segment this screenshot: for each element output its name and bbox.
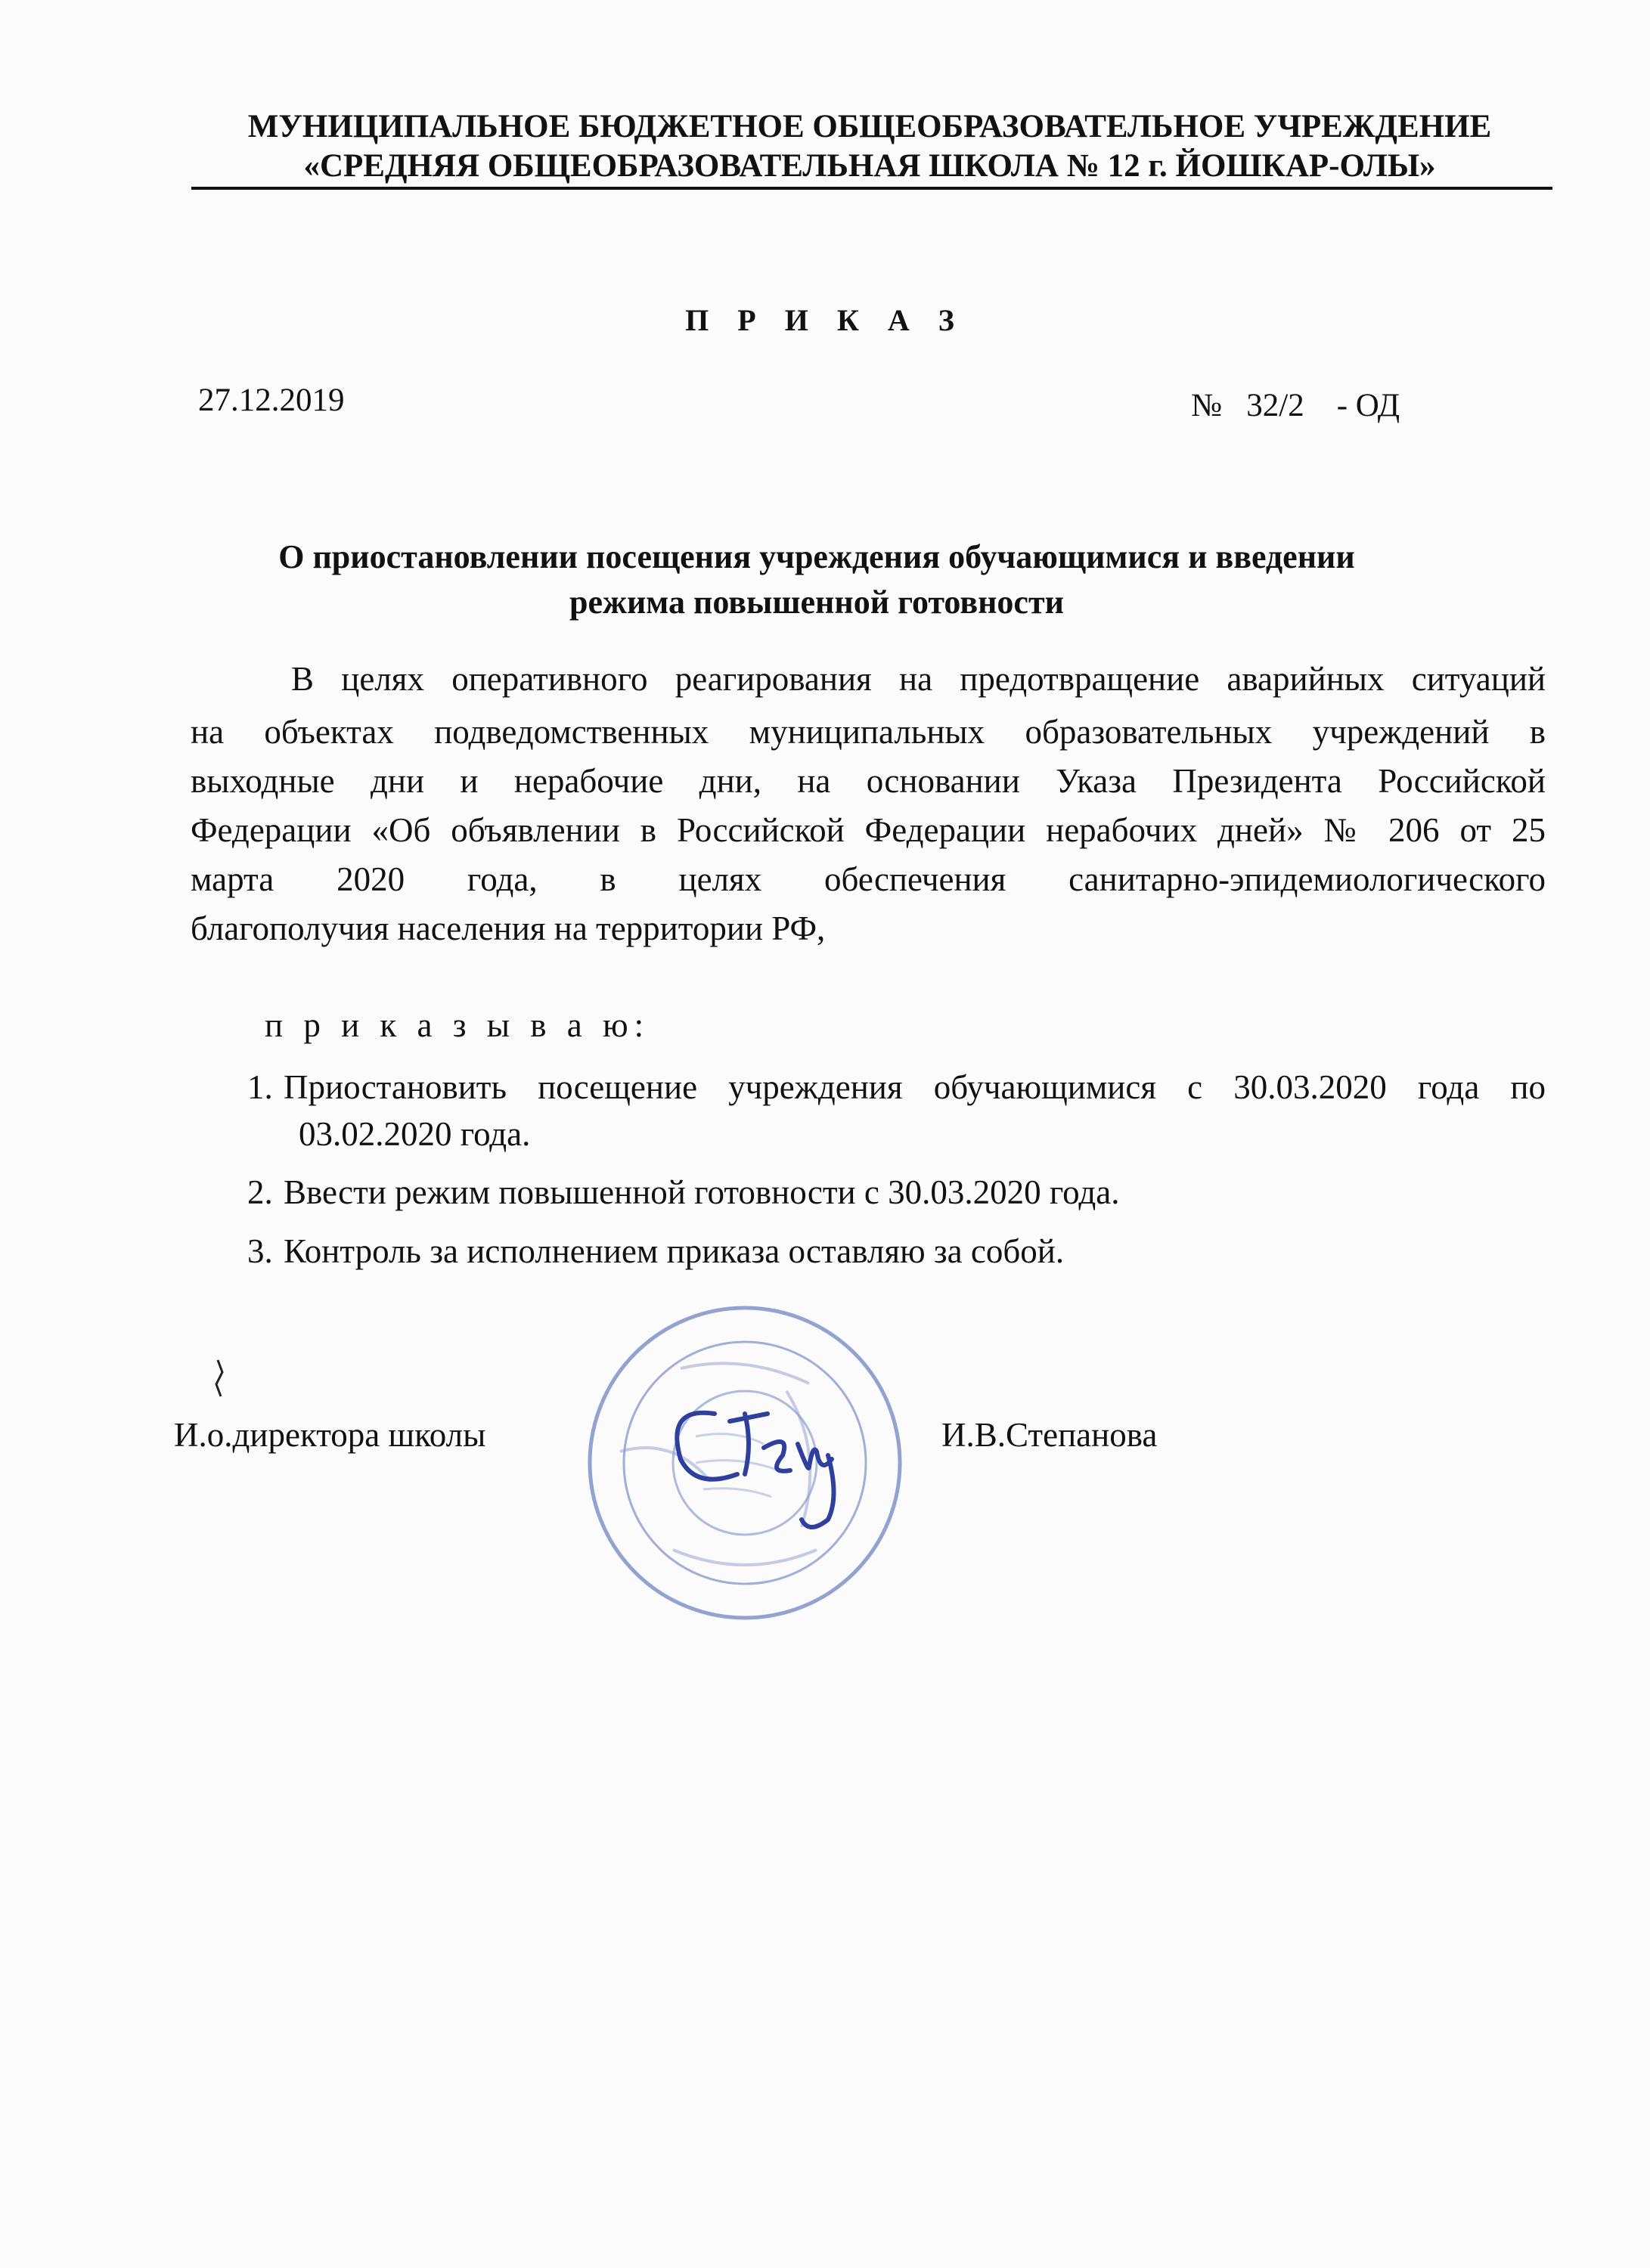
signatory-name: И.В.Степанова bbox=[941, 1416, 1158, 1454]
pen-mark bbox=[209, 1357, 231, 1402]
order-word: п р и к а з ы в а ю: bbox=[265, 1006, 650, 1044]
signatory-role: И.о.директора школы bbox=[174, 1416, 486, 1454]
list-item-number: 3. bbox=[247, 1232, 273, 1270]
body-line: В целях оперативного реагирования на предотвращение аварийных ситуаций bbox=[291, 660, 1546, 698]
header-divider bbox=[191, 187, 1552, 190]
subject-line1: О приостановлении посещения учреждения обучающимися и введении bbox=[278, 538, 1355, 575]
list-item-text: Контроль за исполнением приказа оставляю за собой. bbox=[284, 1232, 1065, 1270]
organization-name-line1: МУНИЦИПАЛЬНОЕ БЮДЖЕТНОЕ ОБЩЕОБРАЗОВАТЕЛЬНОЕ УЧРЕЖДЕНИЕ bbox=[247, 109, 1492, 144]
organization-name-line2: «СРЕДНЯЯ ОБЩЕОБРАЗОВАТЕЛЬНАЯ ШКОЛА № 12 г. ЙОШКАР-ОЛЫ» bbox=[303, 148, 1436, 184]
subject-line2: режима повышенной готовности bbox=[569, 584, 1064, 621]
list-item-text: Приостановить посещение учреждения обучающимися с 30.03.2020 года по bbox=[284, 1068, 1546, 1106]
body-line: на объектах подведомственных муниципальных образовательных учреждений в bbox=[191, 713, 1546, 751]
body-line: Федерации «Об объявлении в Российской Федерации нерабочих дней» № 206 от 25 bbox=[191, 811, 1546, 849]
list-item-text: Ввести режим повышенной готовности с 30.03.2020 года. bbox=[284, 1173, 1120, 1211]
official-stamp bbox=[582, 1300, 907, 1625]
list-item-continuation: 03.02.2020 года. bbox=[299, 1115, 531, 1153]
document-title: П Р И К А З bbox=[685, 303, 965, 337]
body-line: марта 2020 года, в целях обеспечения санитарно-эпидемиологического bbox=[191, 860, 1546, 898]
list-item-number: 2. bbox=[247, 1173, 273, 1211]
list-item-number: 1. bbox=[247, 1068, 273, 1106]
document-number: № 32/2 - ОД bbox=[1191, 388, 1400, 423]
document-subject bbox=[189, 534, 1444, 625]
body-line: благополучия населения на территории РФ, bbox=[191, 909, 826, 947]
body-line: выходные дни и нерабочие дни, на основании Указа Президента Российской bbox=[191, 762, 1546, 800]
document-date: 27.12.2019 bbox=[198, 383, 345, 418]
